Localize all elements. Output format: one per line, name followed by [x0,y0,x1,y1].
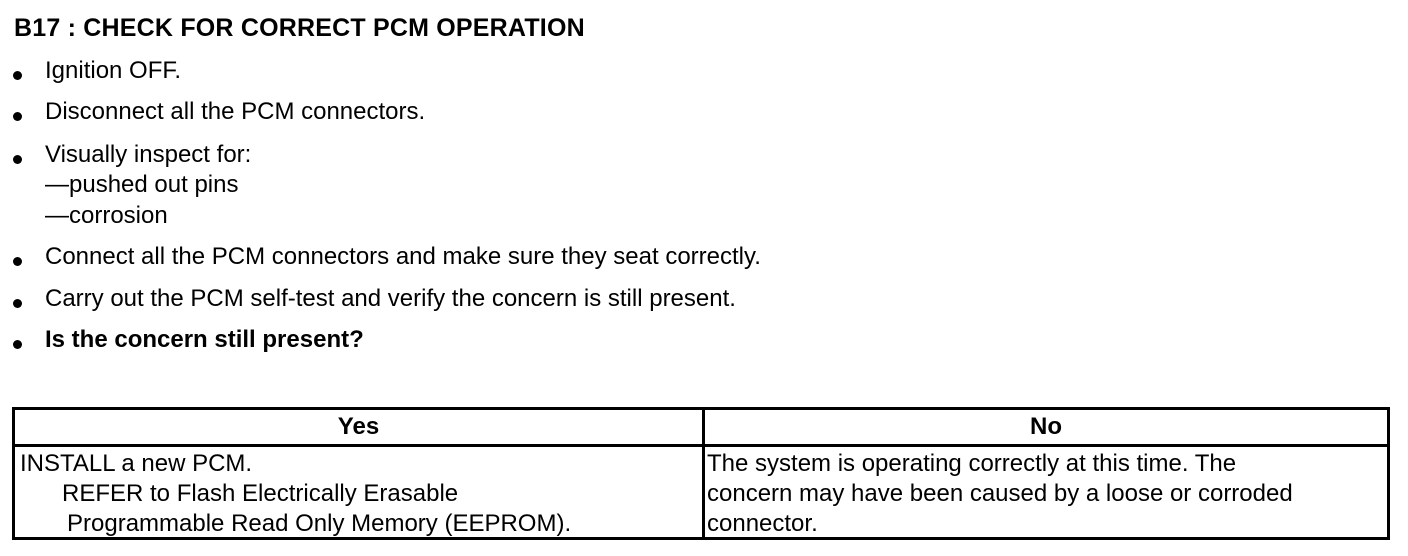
bullet-icon [13,299,22,308]
page-title: B17 : CHECK FOR CORRECT PCM OPERATION [14,14,585,42]
step-subitem: —corrosion [45,202,168,229]
yes-cell-line: INSTALL a new PCM. [20,450,253,477]
bullet-icon [13,340,22,349]
no-cell-line: concern may have been caused by a loose or corroded [707,480,1293,507]
result-table [12,407,1390,540]
step-text: Carry out the PCM self-test and verify the concern is still present. [45,285,736,312]
step-subitem: —pushed out pins [45,171,239,198]
step-text: Visually inspect for: [45,141,252,168]
step-question: Is the concern still present? [45,326,364,353]
bullet-icon [13,71,22,80]
step-text: Ignition OFF. [45,57,182,84]
step-text: Disconnect all the PCM connectors. [45,98,426,125]
yes-cell-line: Programmable Read Only Memory (EEPROM). [67,510,572,537]
bullet-icon [13,257,22,266]
header-divider [15,444,1387,447]
no-cell-line: connector. [707,510,818,537]
bullet-icon [13,155,22,164]
step-text: Connect all the PCM connectors and make sure they seat correctly. [45,243,761,270]
no-header: No [1030,413,1062,440]
yes-cell-line: REFER to Flash Electrically Erasable [62,480,459,507]
no-cell-line: The system is operating correctly at this time. The [707,450,1237,477]
yes-header: Yes [337,413,380,440]
bullet-icon [13,112,22,121]
